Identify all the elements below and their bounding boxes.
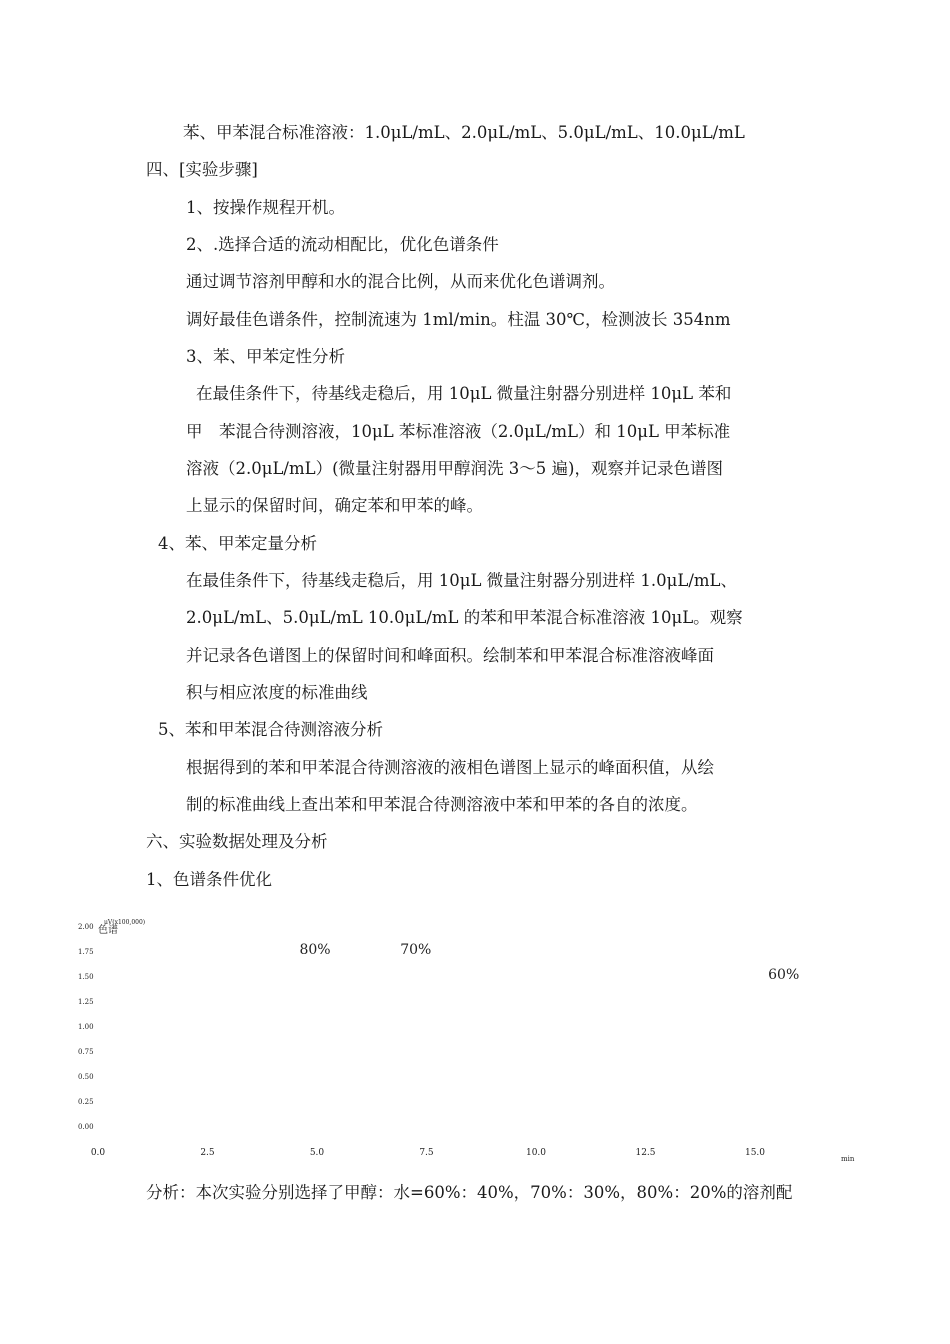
text-line: 3、苯、甲苯定性分析 [186,347,345,366]
y-tick-label: 2.00 [78,923,94,931]
x-tick-label: 5.0 [309,1148,325,1158]
y-tick-label: 1.25 [78,998,94,1006]
y-tick-label: 0.00 [78,1123,94,1131]
x-tick-labels [91,1148,765,1158]
text-line: 1、按操作规程开机。 [186,198,345,217]
section-heading: 六、实验数据处理及分析 [146,832,328,851]
text-line: 制的标准曲线上查出苯和甲苯混合待测溶液中苯和甲苯的各自的浓度。 [186,795,698,814]
chromatogram-chart [70,912,890,1172]
text-line: 4、苯、甲苯定量分析 [158,534,317,553]
x-tick-label: 2.5 [200,1148,215,1158]
text-line: 2.0μL/mL、5.0μL/mL 10.0μL/mL 的苯和甲苯混合标准溶液 10μL。观察 [186,608,743,627]
text-line: 甲 苯混合待测溶液，10μL 苯标准溶液（2.0μL/mL）和 10μL 甲苯标准 [186,422,731,441]
x-tick-label: 12.5 [635,1148,656,1158]
section-heading: 四、[实验步骤] [146,160,258,179]
text-line: 1、色谱条件优化 [146,870,272,889]
text-line: 5、苯和甲苯混合待测溶液分析 [158,720,383,739]
legend-label: 色谱 [98,925,118,936]
x-tick-label: 0.0 [90,1148,106,1158]
y-tick-label: 1.50 [78,973,94,981]
text-line: 2、.选择合适的流动相配比，优化色谱条件 [186,235,499,254]
text-line: 通过调节溶剂甲醇和水的混合比例，从而来优化色谱调剂。 [186,272,615,291]
y-tick-label: 1.00 [78,1023,94,1031]
peak-annotation: 70% [400,942,432,958]
y-unit-label: μV(x100,000) [104,919,146,926]
text-line: 在最佳条件下，待基线走稳后，用 10μL 微量注射器分别进样 1.0μL/mL、 [186,571,737,590]
x-tick-label: 10.0 [525,1148,547,1158]
peak-annotation: 60% [768,967,800,983]
x-axis-label: min [841,1155,855,1163]
text-line: 在最佳条件下，待基线走稳后，用 10μL 微量注射器分别进样 10μL 苯和 [196,384,732,403]
text-line: 调好最佳色谱条件，控制流速为 1ml/min。柱温 30℃，检测波长 354nm [186,310,731,329]
peak-annotations [299,942,799,983]
y-tick-label: 0.25 [78,1098,94,1106]
y-tick-label: 0.50 [78,1073,94,1081]
text-line: 根据得到的苯和甲苯混合待测溶液的液相色谱图上显示的峰面积值，从绘 [186,758,714,777]
text-line: 分析：本次实验分别选择了甲醇：水=60%：40%，70%：30%，80%：20%的溶剂配 [146,1183,793,1202]
y-tick-label: 1.75 [78,948,94,956]
peak-annotation: 80% [299,942,331,958]
x-tick-label: 15.0 [744,1148,766,1158]
text-line: 苯、甲苯混合标准溶液：1.0μL/mL、2.0μL/mL、5.0μL/mL、10.0μL/mL [183,123,745,142]
x-tick-label: 7.5 [419,1148,434,1158]
y-tick-label: 0.75 [78,1048,94,1056]
text-line: 溶液（2.0μL/mL）(微量注射器用甲醇润洗 3～5 遍)，观察并记录色谱图 [186,459,723,478]
text-line: 积与相应浓度的标准曲线 [186,683,368,702]
y-tick-labels [78,923,94,1131]
text-line: 并记录各色谱图上的保留时间和峰面积。绘制苯和甲苯混合标准溶液峰面 [186,646,714,665]
text-line: 上显示的保留时间，确定苯和甲苯的峰。 [186,496,483,515]
